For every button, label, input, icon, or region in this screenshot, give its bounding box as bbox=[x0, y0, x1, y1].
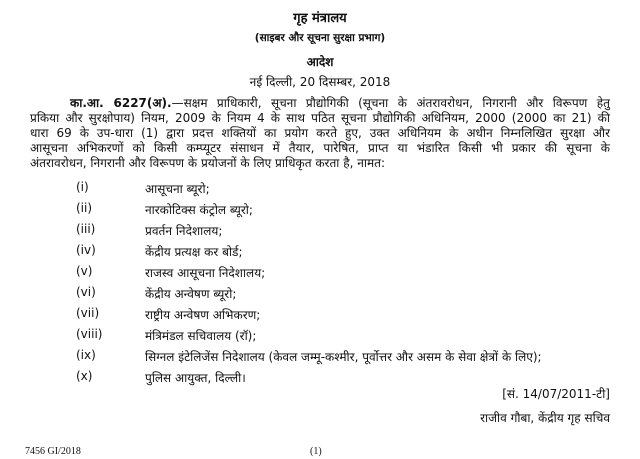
list-item-number: (v) bbox=[76, 264, 93, 278]
file-reference: [सं. 14/07/2011-टी] bbox=[502, 387, 610, 401]
body-line-4: आसूचना अभिकरणों को किसी कम्प्यूटर संसाधन में तैयार, पारेषित, प्राप्त या भंडारित किसी भी प्रकार की सूचना के bbox=[30, 141, 610, 155]
notification-number: का.आ. 6227(अ). bbox=[70, 96, 172, 110]
list-item-number: (vii) bbox=[76, 306, 100, 320]
list-item-number: (x) bbox=[76, 369, 93, 383]
place-date: नई दिल्ली, 20 दिसम्बर, 2018 bbox=[249, 75, 391, 89]
list-item-text: आसूचना ब्यूरो; bbox=[145, 182, 210, 196]
list-item bbox=[76, 369, 596, 385]
list-item-text: केंद्रीय अन्वेषण ब्यूरो; bbox=[145, 287, 237, 301]
body-line-1 bbox=[70, 96, 610, 111]
list-item bbox=[76, 222, 596, 238]
list-item-text: सिग्नल इंटेलिजेंस निदेशालय (केवल जम्मू-कश्मीर, पूर्वोत्तर और असम के सेवा क्षेत्रों के लिए); bbox=[145, 350, 542, 364]
signatory: राजीव गौबा, केंद्रीय गृह सचिव bbox=[480, 411, 610, 425]
list-item-number: (ix) bbox=[76, 348, 96, 362]
page-number: (1) bbox=[310, 446, 322, 457]
list-item bbox=[76, 327, 596, 343]
list-item-number: (iv) bbox=[76, 243, 96, 257]
body-line-5: अंतरावरोधन, निगरानी और विरूपण के प्रयोजनों के लिए प्राधिकृत करता है, नामत: bbox=[30, 156, 386, 170]
ministry-title: गृह मंत्रालय bbox=[293, 11, 347, 26]
list-item-text: नारकोटिक्स कंट्रोल ब्यूरो; bbox=[145, 203, 253, 217]
list-item bbox=[76, 264, 596, 280]
list-item-number: (iii) bbox=[76, 222, 96, 236]
list-item-text: पुलिस आयुक्त, दिल्ली। bbox=[145, 371, 246, 385]
body-line-1-text: —सक्षम प्राधिकारी, सूचना प्रौद्योगिकी (सूचना के अंतरावरोधन, निगरानी और विरूपण हेतु bbox=[171, 96, 610, 110]
list-item bbox=[76, 180, 596, 196]
list-item-text: राजस्व आसूचना निदेशालय; bbox=[145, 266, 266, 280]
gazette-code: 7456 GI/2018 bbox=[25, 446, 81, 457]
list-item bbox=[76, 348, 596, 364]
list-item bbox=[76, 306, 596, 322]
list-item bbox=[76, 243, 596, 259]
order-heading: आदेश bbox=[306, 55, 334, 69]
list-item-text: केंद्रीय प्रत्यक्ष कर बोर्ड; bbox=[145, 245, 243, 259]
list-item-text: प्रवर्तन निदेशालय; bbox=[145, 224, 223, 238]
list-item-number: (ii) bbox=[76, 201, 93, 215]
list-item bbox=[76, 201, 596, 217]
list-item bbox=[76, 285, 596, 301]
list-item-number: (i) bbox=[76, 180, 89, 194]
list-item-number: (viii) bbox=[76, 327, 103, 341]
body-line-3: धारा 69 के उप-धारा (1) द्वारा प्रदत्त शक्तियों का प्रयोग करते हुए, उक्त अधिनियम के अधीन निम्नलिखित सुरक्षा और bbox=[30, 126, 610, 140]
division-subtitle: (साइबर और सूचना सुरक्षा प्रभाग) bbox=[254, 32, 386, 44]
body-line-2: प्रकिया और सुरक्षोपाय) नियम, 2009 के नियम 4 के साथ पठित सूचना प्रौद्योगिकी अधिनियम, 2000 (2000 का 21) की bbox=[30, 111, 610, 125]
list-item-number: (vi) bbox=[76, 285, 96, 299]
list-item-text: राष्ट्रीय अन्वेषण अभिकरण; bbox=[145, 308, 261, 322]
list-item-text: मंत्रिमंडल सचिवालय (रॉ); bbox=[145, 329, 257, 343]
